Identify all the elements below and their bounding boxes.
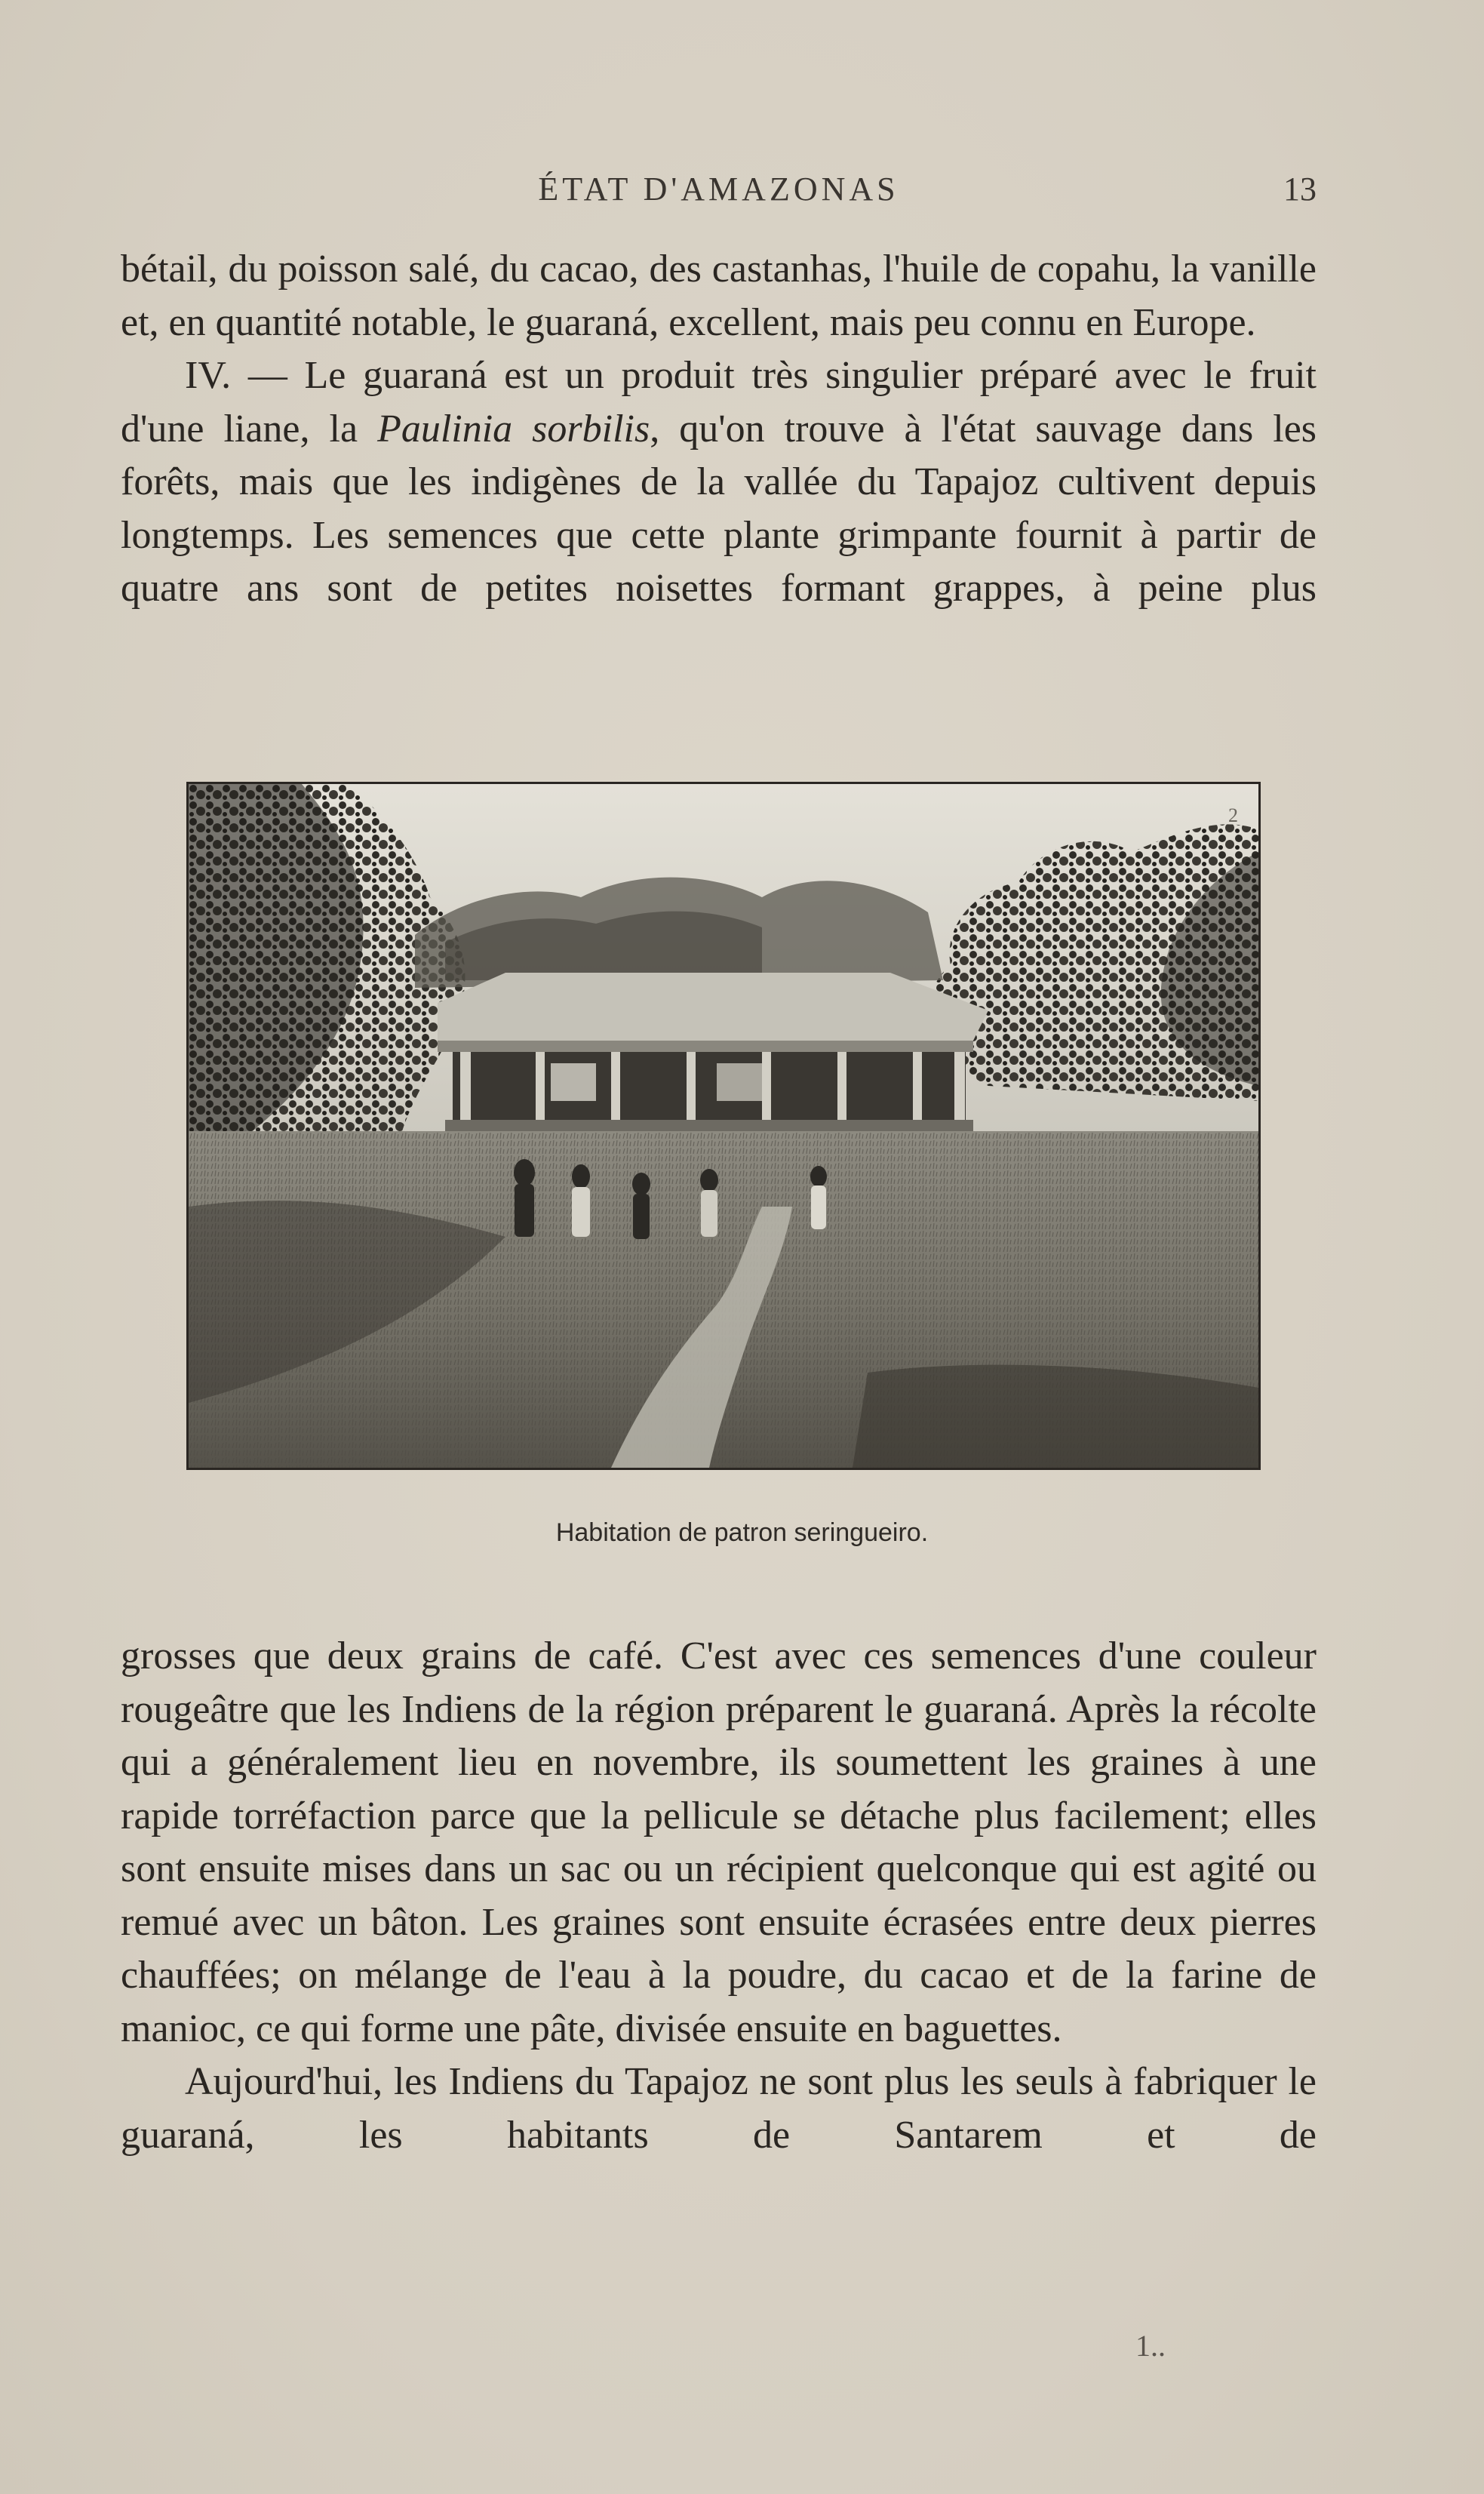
body-text-top xyxy=(121,243,1317,616)
house-veranda xyxy=(453,1052,966,1120)
paragraph-preparation: grosses que deux grains de café. C'est avec ces semences d'une couleur rougeâtre que les Indiens de la région préparent le guaraná. Après la récolte qui a généralement lieu en novembre, ils soumettent les graines à une rapide torréfaction parce que la pellicule se détache plus facilement; elles sont ensuite mises dans un sac ou un récipient quelconque qui est agité ou remué avec un bâton. Les graines sont ensuite écrasées entre deux pierres chauffées; on mélange de l'eau à la poudre, du cacao et de la farine de manioc, ce qui forme une pâte, divisée ensuite en baguettes. xyxy=(121,1634,1317,2050)
photograph-habitation xyxy=(186,782,1261,1470)
page-number: 13 xyxy=(1283,171,1317,208)
paragraph-continuation: bétail, du poisson salé, du cacao, des castanhas, l'huile de copahu, la vanille et, en quantité notable, le guaraná, excellent, mais peu connu en Europe. xyxy=(121,248,1317,344)
signature-mark: 1.. xyxy=(1135,2329,1166,2363)
house-roof xyxy=(438,973,988,1041)
paragraph-guarana-rest: , qu'on trouve à l'état sauvage dans les forêts, mais que les indigènes de la vallée du Tapajoz cultivent depuis longtemps. Les semences que cette plante grimpante fournit à partir de quatre ans sont de petites noisettes formant grappes, à peine plus xyxy=(121,407,1317,610)
species-name-italic: Paulinia sorbilis xyxy=(377,407,650,451)
paragraph-today: Aujourd'hui, les Indiens du Tapajoz ne sont plus les seuls à fabriquer le guaraná, les habitants de Santarem et de xyxy=(121,2060,1317,2157)
photo-illustration xyxy=(189,784,1258,1468)
running-title: ÉTAT D'AMAZONAS xyxy=(538,171,899,208)
plate-number: 2 xyxy=(1228,804,1238,826)
paragraph-guarana xyxy=(121,349,1317,616)
figure-caption: Habitation de patron seringueiro. xyxy=(555,1518,929,1547)
paragraph-guarana-lead: IV. — Le guaraná est un produit très singulier préparé avec le fruit d'une liane, la xyxy=(121,354,1317,451)
page-header xyxy=(121,170,1317,215)
body-text-bottom xyxy=(121,1630,1317,2162)
